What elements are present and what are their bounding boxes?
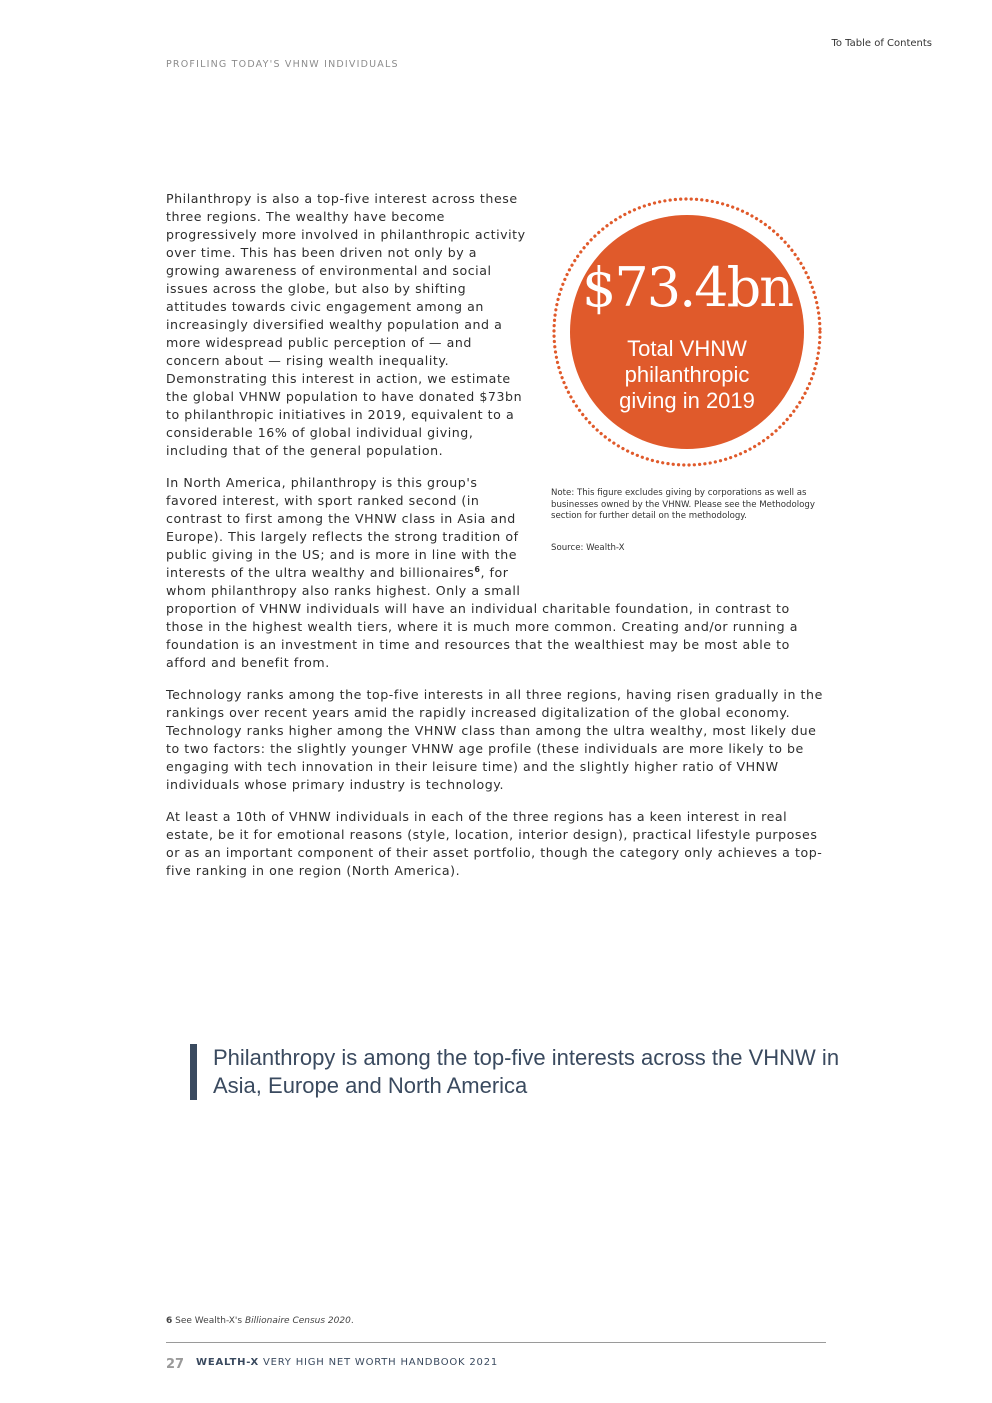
stat-note: Note: This figure excludes giving by corporations as well as businesses owned by the VHNW. Please see the Methodology section for further detail on the methodology. bbox=[551, 488, 815, 521]
stat-caption-line: giving in 2019 bbox=[619, 388, 755, 413]
running-head: PROFILING TODAY'S VHNW INDIVIDUALS bbox=[166, 59, 399, 70]
stat-source: Source: Wealth-X bbox=[551, 543, 625, 553]
paragraph-real-estate: At least a 10th of VHNW individuals in each of the three regions has a keen interest in real estate, be it for emotional reasons (style, location, interior design), practical lifestyle purposes or as an important component of their asset portfolio, though the category only achieves a top-five ranking in one region (North America). bbox=[166, 809, 823, 878]
stat-caption-line: philanthropic bbox=[624, 362, 750, 387]
stat-circle bbox=[548, 196, 826, 468]
page-number: 27 bbox=[166, 1357, 185, 1372]
table-of-contents-link[interactable]: To Table of Contents bbox=[831, 38, 932, 49]
footer-divider bbox=[166, 1342, 826, 1343]
pull-quote: Philanthropy is among the top-five interests across the VHNW in Asia, Europe and North America bbox=[190, 1044, 853, 1100]
footnote-text: See Wealth-X's bbox=[175, 1316, 245, 1326]
paragraph-philanthropy: Philanthropy is also a top-five interest across these three regions. The wealthy have become progressively more involved in philanthropic activity over time. This has been driven not only by a growing awareness of environmental and social issues across the globe, but also by shifting attitudes towards civic engagement among an increasingly diversified wealthy population and a more widespread public perception of — and concern about — rising wealth inequality. Demonstrating this interest in action, we estimate the global VHNW population to have donated $73bn to philanthropic initiatives in 2019, equivalent to a considerable 16% of global individual giving, including that of the general population. bbox=[166, 191, 526, 458]
stat-value: $73.4bn bbox=[582, 256, 792, 319]
footnote bbox=[166, 1316, 354, 1326]
paragraph-technology: Technology ranks among the top-five interests in all three regions, having risen gradually in the rankings over recent years amid the rapidly increased digitalization of the global economy. Technology ranks higher among the VHNW class than among the ultra wealthy, most likely due to two factors: the slightly younger VHNW age profile (these individuals are more likely to be engaging with tech innovation in their leisure time) and the slightly higher ratio of VHNW individuals whose primary industry is technology. bbox=[166, 687, 823, 792]
stat-caption bbox=[548, 336, 826, 414]
footer-brand: WEALTH-X bbox=[196, 1357, 259, 1368]
footnote-end: . bbox=[350, 1316, 354, 1326]
paragraph-north-america-part1: In North America, philanthropy is this group's favored interest, with sport ranked second (in contrast to first among the VHNW class in Asia and Europe). This largely reflects the strong tradition of public giving in the US; and is more in line with the interests of the ultra wealthy and billionaires bbox=[166, 475, 519, 580]
footnote-title: Billionaire Census 2020 bbox=[244, 1316, 351, 1326]
footnote-number: 6 bbox=[166, 1316, 173, 1326]
footer-title bbox=[196, 1357, 498, 1368]
stat-callout bbox=[548, 196, 826, 468]
paragraph-north-america-part2: , for whom philanthropy also ranks highest. Only a small proportion of VHNW individuals will have an individual charitable foundation, in contrast to those in the highest wealth tiers, where it is much more common. Creating and/or running a foundation is an investment in time and resources that the wealthiest may be most able to afford and benefit from. bbox=[166, 565, 798, 670]
footer-publication: VERY HIGH NET WORTH HANDBOOK 2021 bbox=[262, 1357, 499, 1368]
footnote-reference: 6 bbox=[474, 564, 481, 574]
stat-caption-line: Total VHNW bbox=[627, 336, 747, 361]
